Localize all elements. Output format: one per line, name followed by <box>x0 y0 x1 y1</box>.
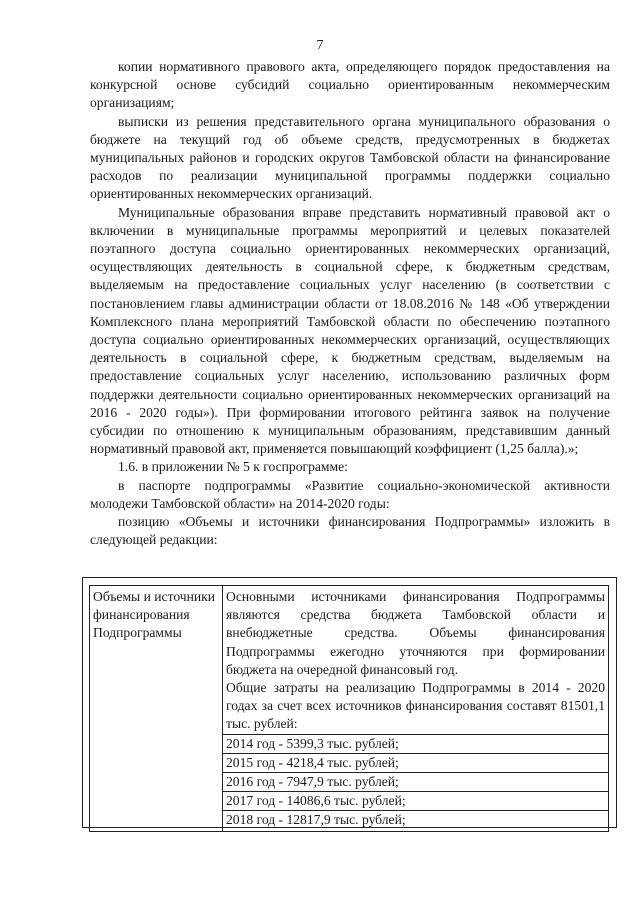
paragraph-municipal-right: Муниципальные образования вправе представить нормативный правовой акт о включении в муниципальные программы мероприятий и целевых показателей поэтапного доступа социально ориентированных некоммерческих организаций, осуществляющих деятельность в социальной сфере, к бюджетным средствам, выделяемым на предоставление социальных услуг населению (в соответствии с постановлением главы администрации области от 18.08.2016 № 148 «Об утверждении Комплексного плана мероприятий Тамбовской области по обеспечению поэтапного доступа социально ориентированных некоммерческих организаций, осуществляющих деятельность в социальной сфере, к бюджетным средствам, выделяемым на предоставление социальных услуг населению, использованию различных форм поддержки деятельности социально ориентированных некоммерческих организаций на 2016 - 2020 годы»). При формировании итогового рейтинга заявок на получение субсидии по отношению к муниципальным образованиям, представившим данный нормативный правовой акт, применяется повышающий коэффициент (1,25 балла).»; <box>90 204 610 457</box>
table-row <box>90 586 609 832</box>
page-number: 7 <box>316 38 324 53</box>
year-amount-2017: 2017 год - 14086,6 тыс. рублей; <box>223 791 608 810</box>
financing-table-frame <box>82 577 617 828</box>
paragraph-passport: в паспорте подпрограммы «Развитие социально-экономической активности молодежи Тамбовской области» на 2014-2020 годы: <box>90 477 610 511</box>
paragraph-position-edit: позицию «Объемы и источники финансирования Подпрограммы» изложить в следующей редакции: <box>90 514 610 548</box>
financing-sources-text: Основными источниками финансирования Подпрограммы являются средства бюджета Тамбовской области и внебюджетные средства. Объемы финансирования Подпрограммы ежегодно уточняются при формировании бюджета на очередной финансовый год. <box>226 589 605 677</box>
financing-total-text: Общие затраты на реализацию Подпрограммы в 2014 - 2020 годах за счет всех источников финансирования составят 81501,1 тыс. рублей: <box>226 680 605 732</box>
year-amount-2016: 2016 год - 7947,9 тыс. рублей; <box>223 772 608 791</box>
paragraph-budget-extracts: выписки из решения представительного органа муниципального образования о бюджете на текущий год об объеме средств, предусмотренных в бюджетах муниципальных районов и городских округов Тамбовской области на финансирование расходов по реализации муниципальной программы поддержки социально ориентированных некоммерческих организаций. <box>90 113 610 202</box>
document-body <box>90 58 610 549</box>
paragraph-appendix-item: 1.6. в приложении № 5 к госпрограмме: <box>118 459 348 475</box>
year-amount-2014: 2014 год - 5399,3 тыс. рублей; <box>223 734 608 753</box>
year-amount-2015: 2015 год - 4218,4 тыс. рублей; <box>223 753 608 772</box>
financing-table <box>89 585 609 832</box>
table-label-cell: Объемы и источники финансирования Подпрограммы <box>90 586 223 832</box>
table-content-cell <box>223 586 609 832</box>
paragraph-normative-act-copies: копии нормативного правового акта, определяющего порядок предоставления на конкурсной основе субсидий социально ориентированным некоммерческим организациям; <box>90 59 610 111</box>
year-amount-2018: 2018 год - 12817,9 тыс. рублей; <box>223 810 608 829</box>
